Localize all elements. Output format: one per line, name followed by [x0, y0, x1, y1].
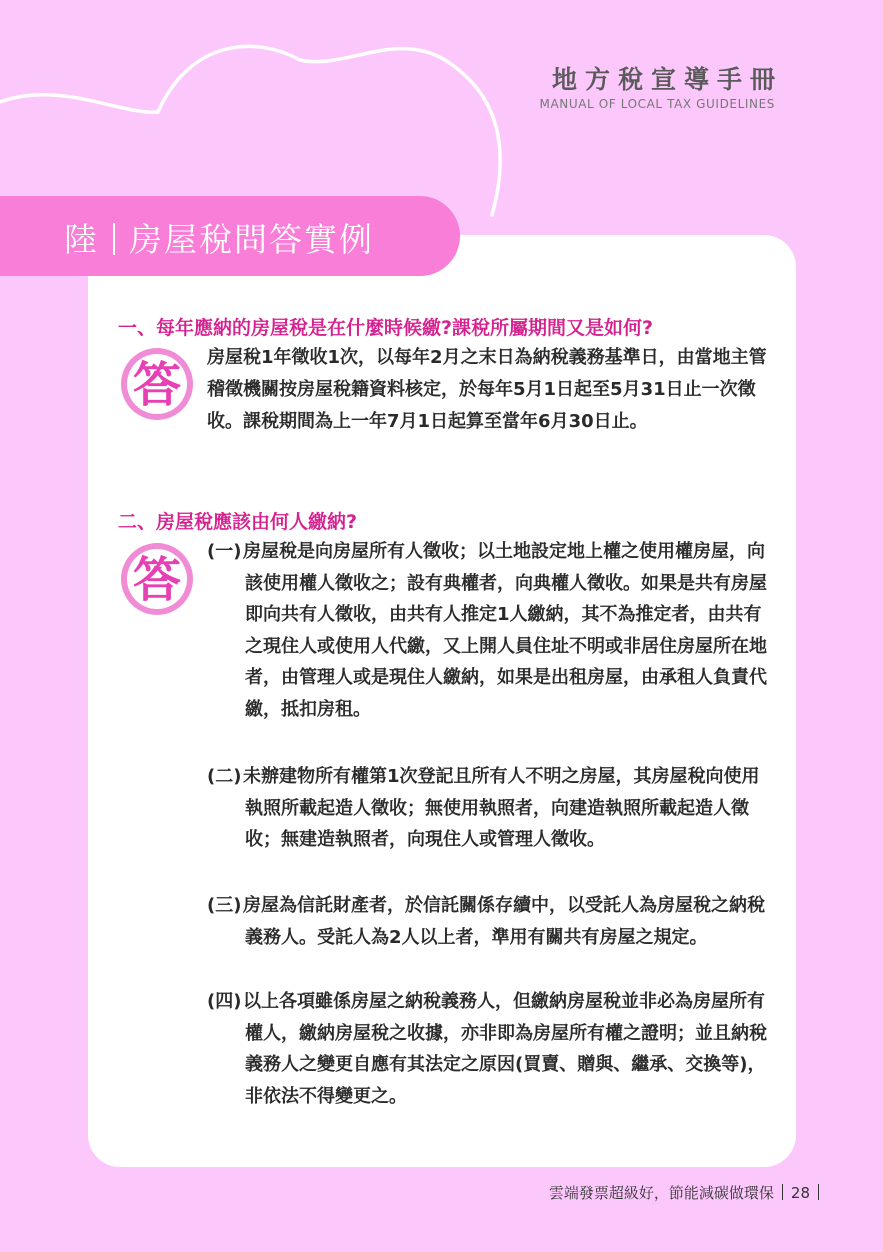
answer-item-4	[207, 986, 777, 1112]
question-2: 二、房屋稅應該由何人繳納?	[118, 511, 358, 533]
item-text: 房屋稅是向房屋所有人徵收；以土地設定地上權之使用權房屋，向該使用權人徵收之；設有典權者，向典權人徵收。如果是共有房屋即向共有人徵收，由共有人推定1人繳納，其不為推定者，由共有之現住人或使用人代繳，又上開人員住址不明或非居住房屋所在地者，由管理人或是現住人繳納，如果是出租房屋，由承租人負責代繳，抵扣房租。	[243, 541, 767, 720]
item-text: 未辦建物所有權第1次登記且所有人不明之房屋，其房屋稅向使用執照所載起造人徵收；無使用執照者，向建造執照所載起造人徵收；無建造執照者，向現住人或管理人徵收。	[243, 766, 760, 851]
section-title: 房屋稅問答實例	[129, 220, 374, 259]
item-number: (三)	[207, 895, 242, 916]
section-number: 陸	[64, 220, 99, 259]
item-number: (四)	[207, 991, 242, 1012]
item-number: (一)	[207, 541, 242, 562]
answer-badge-char: 答	[132, 552, 182, 608]
footer-divider	[782, 1184, 783, 1200]
section-heading	[64, 214, 374, 261]
answer-badge-char: 答	[132, 357, 182, 413]
item-number: (二)	[207, 766, 242, 787]
page-number: 28	[790, 1184, 810, 1202]
answer-item-1	[207, 536, 777, 726]
answer-1: 房屋稅1年徵收1次，以每年2月之末日為納稅義務基準日，由當地主管稽徵機關按房屋稅籍資料核定，於每年5月1日起至5月31日止一次徵收。課稅期間為上一年7月1日起算至當年6月30日止。	[207, 347, 767, 432]
item-text: 房屋為信託財產者，於信託關係存續中，以受託人為房屋稅之納稅義務人。受託人為2人以上者，準用有關共有房屋之規定。	[243, 895, 765, 948]
question-1: 一、每年應納的房屋稅是在什麼時候繳?課稅所屬期間又是如何?	[118, 317, 654, 339]
footer-divider	[818, 1184, 819, 1200]
handbook-title: 地方稅宣導手冊	[551, 65, 783, 94]
answer-badge-icon	[119, 541, 195, 617]
handbook-subtitle: MANUAL OF LOCAL TAX GUIDELINES	[539, 97, 775, 111]
section-divider	[113, 223, 115, 255]
page-footer	[549, 1182, 827, 1203]
answer-badge-icon	[119, 346, 195, 422]
answer-item-3	[207, 890, 777, 953]
item-text: 以上各項雖係房屋之納稅義務人，但繳納房屋稅並非必為房屋所有權人，繳納房屋稅之收據，亦非即為房屋所有權之證明；並且納稅義務人之變更自應有其法定之原因(買賣、贈與、繼承、交換等)，非依法不得變更之。	[243, 991, 767, 1107]
footer-slogan: 雲端發票超級好，節能減碳做環保	[548, 1184, 774, 1202]
answer-item-2	[207, 761, 777, 856]
section-banner	[0, 196, 460, 276]
